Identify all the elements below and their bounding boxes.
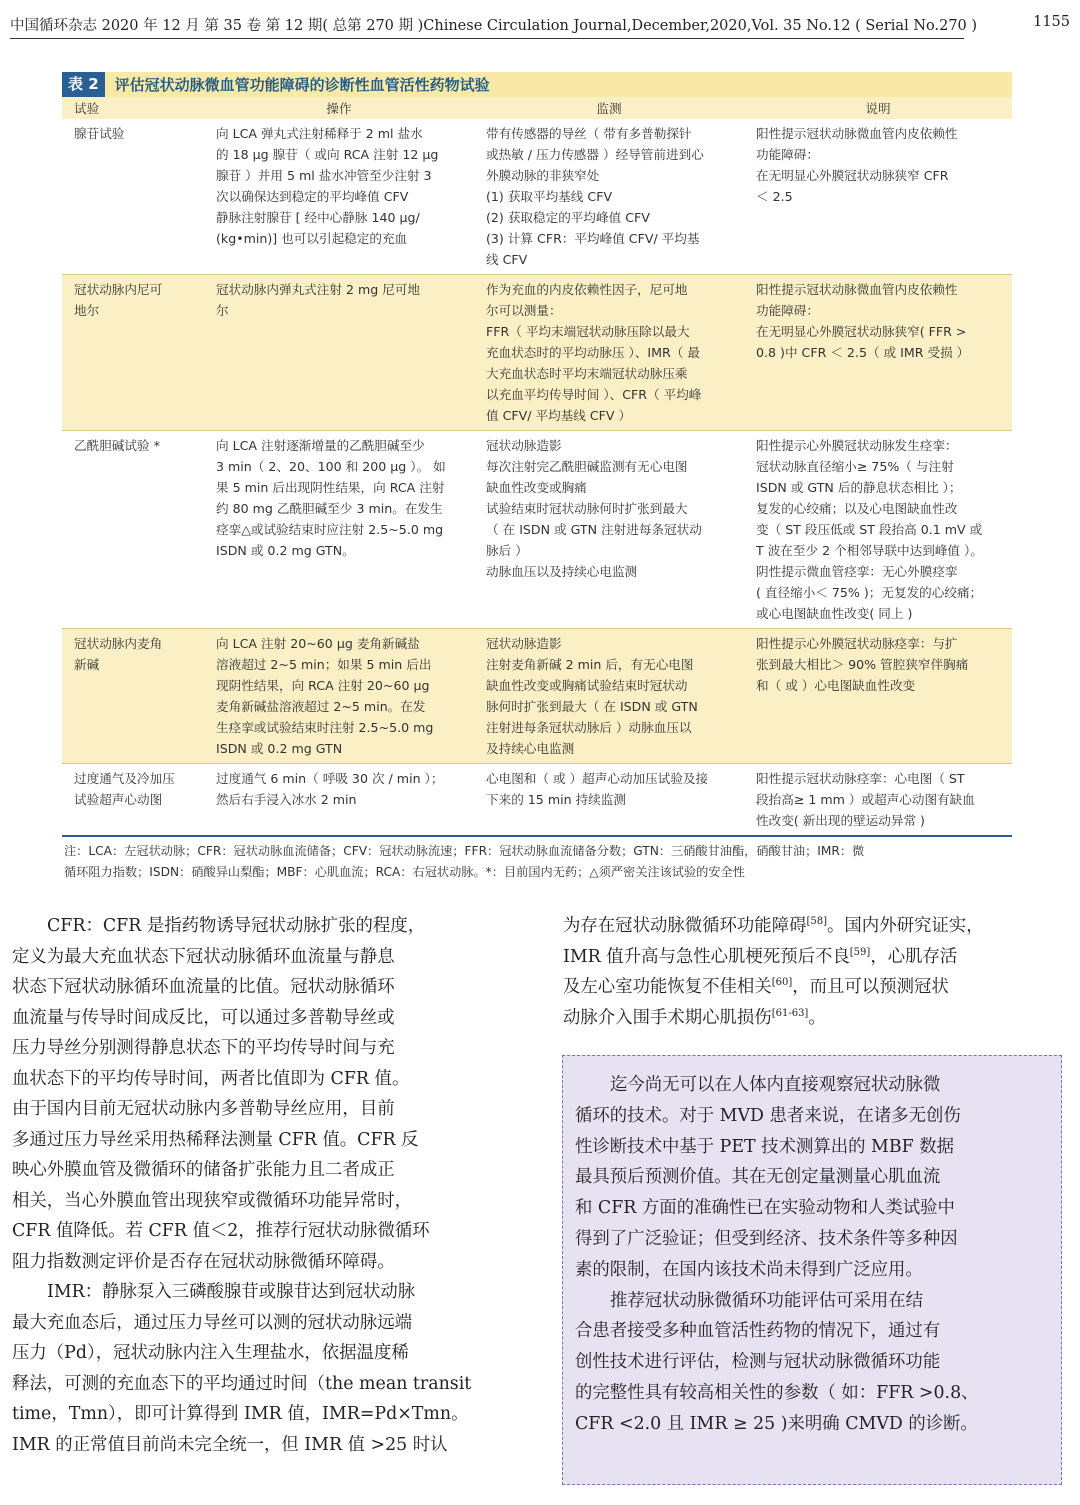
- cell-text-line: 变（ ST 段压低或 ST 段抬高 0.1 mV 或: [756, 522, 983, 537]
- body-text: 动脉介入围手术期心肌损伤: [563, 1007, 772, 1028]
- cell-text-line: 过度通气及冷加压: [74, 771, 175, 786]
- paragraph-cfr: [12, 911, 515, 1277]
- table-row: [62, 119, 1012, 275]
- cell-text-line: 腺苷试验: [74, 126, 125, 141]
- cell-text-line: 阳性提示冠状动脉微血管内皮依赖性: [756, 282, 958, 297]
- cell-text-line: 次以确保达到稳定的平均峰值 CFV: [216, 189, 409, 204]
- table-cell-operation: [204, 629, 474, 764]
- cell-text-line: 脉何时扩张到最大（ 在 ISDN 或 GTN: [486, 699, 698, 714]
- cell-text-line: 每次注射完乙酰胆碱监测有无心电图: [486, 459, 688, 474]
- cell-text-line: 及持续心电监测: [486, 741, 575, 756]
- box-line: 循环的技术。对于 MVD 患者来说，在诸多无创伤: [575, 1105, 961, 1126]
- cell-text-line: 或热敏 / 压力传感器 ）经导管前进到心: [486, 147, 704, 162]
- body-line: 压力导丝分别测得静息状态下的平均传导时间与充: [12, 1038, 395, 1058]
- body-line: time，Tmn），即可计算得到 IMR 值，IMR=Pd×Tmn。: [12, 1404, 469, 1424]
- cell-text-line: (2) 获取稳定的平均峰值 CFV: [486, 210, 650, 225]
- cell-text-line: 静脉注射腺苷 [ 经中心静脉 140 μg/: [216, 210, 420, 225]
- table-cell-monitoring: [474, 119, 744, 275]
- summary-box: [562, 1055, 1062, 1485]
- cell-text-line: ( 直径缩小＜ 75% )；无复发的心绞痛；: [756, 585, 983, 600]
- table-row: [62, 275, 1012, 431]
- body-text-right-column: [563, 911, 1068, 1033]
- cell-text-line: 向 LCA 注射逐渐增量的乙酰胆碱至少: [216, 438, 425, 453]
- cell-text-line: 段抬高≥ 1 mm ）或超声心动图有缺血: [756, 792, 975, 807]
- citation-ref: [59]: [849, 946, 871, 958]
- cell-text-line: 的 18 μg 腺苷（ 或向 RCA 注射 12 μg: [216, 147, 439, 162]
- body-text: ，心肌存活: [870, 946, 958, 967]
- body-line: [563, 972, 1068, 1003]
- table-cell-monitoring: [474, 431, 744, 629]
- box-line: 得到了广泛验证；但受到经济、技术条件等多种因: [575, 1228, 958, 1249]
- paragraph-imr: [12, 1277, 515, 1460]
- body-line: 血流量与传导时间成反比，可以通过多普勒导丝或: [12, 1007, 395, 1028]
- cell-text-line: 功能障碍：: [756, 303, 819, 318]
- cell-text-line: 带有传感器的导丝（ 带有多普勒探针: [486, 126, 692, 141]
- body-line: 映心外膜血管及微循环的储备扩张能力且二者成正: [12, 1160, 395, 1180]
- table-cell-monitoring: [474, 764, 744, 837]
- cell-text-line: 冠状动脉内尼可: [74, 282, 163, 297]
- cell-text-line: 冠状动脉造影: [486, 438, 562, 453]
- table-cell-monitoring: [474, 629, 744, 764]
- table-cell-test: [62, 764, 204, 837]
- table-header-row: [62, 97, 1012, 119]
- table-cell-description: [744, 629, 1012, 764]
- cell-text-line: 下来的 15 min 持续监测: [486, 792, 626, 807]
- table-cell-operation: [204, 119, 474, 275]
- cell-text-line: （ 在 ISDN 或 GTN 注射进每条冠状动: [486, 522, 702, 537]
- body-line: 相关，当心外膜血管出现狭窄或微循环功能异常时，: [12, 1190, 412, 1211]
- body-line: [563, 911, 1068, 942]
- cell-text-line: 新碱: [74, 657, 100, 672]
- cell-text-line: 3 min（ 2、20、100 和 200 μg ）。 如: [216, 459, 446, 474]
- body-line: 压力（Pd），冠状动脉内注入生理盐水，依据温度稀: [12, 1343, 409, 1363]
- cell-text-line: 冠状动脉造影: [486, 636, 562, 651]
- cell-text-line: 阳性提示心外膜冠状动脉痉挛：与扩: [756, 636, 958, 651]
- table-cell-description: [744, 764, 1012, 837]
- cell-text-line: 功能障碍：: [756, 147, 819, 162]
- box-line: 创性技术进行评估，检测与冠状动脉微循环功能: [575, 1352, 941, 1373]
- cell-text-line: 溶液超过 2~5 min；如果 5 min 后出: [216, 657, 432, 672]
- table-cell-operation: [204, 431, 474, 629]
- recommendation-paragraph: [575, 1286, 1051, 1440]
- cell-text-line: 张到最大相比＞ 90% 管腔狭窄伴胸痛: [756, 657, 969, 672]
- table-cell-test: [62, 629, 204, 764]
- cell-text-line: 冠状动脉内麦角: [74, 636, 163, 651]
- body-line: 多通过压力导丝采用热稀释法测量 CFR 值。CFR 反: [12, 1129, 419, 1150]
- cell-text-line: 尔: [216, 303, 229, 318]
- table-row: [62, 431, 1012, 629]
- box-line: CFR <2.0 且 IMR ≥ 25 )来明确 CMVD 的诊断。: [575, 1413, 978, 1434]
- table-cell-description: [744, 275, 1012, 431]
- cell-text-line: ISDN 或 GTN 后的静息状态相比 ）；: [756, 480, 962, 495]
- cell-text-line: 腺苷 ）并用 5 ml 盐水冲管至少注射 3: [216, 168, 432, 183]
- citation-ref: [60]: [771, 977, 793, 988]
- cell-text-line: 性改变( 新出现的壁运动异常 ): [756, 813, 925, 828]
- cell-text-line: 0.8 )中 CFR ＜ 2.5（ 或 IMR 受损 ）: [756, 345, 970, 360]
- table-title-band: [62, 72, 1012, 97]
- cell-text-line: 在无明显心外膜冠状动脉狭窄( FFR >: [756, 324, 967, 339]
- page-number: 1155: [1033, 14, 1070, 30]
- table-row: [62, 764, 1012, 837]
- body-line: IMR 的正常值目前尚未完全统一，但 IMR 值 >25 时认: [12, 1434, 448, 1455]
- cell-text-line: 然后右手浸入冰水 2 min: [216, 792, 357, 807]
- cell-text-line: 复发的心绞痛；以及心电图缺血性改: [756, 501, 958, 516]
- cell-text-line: 试验超声心动图: [74, 792, 163, 807]
- cell-text-line: 约 80 mg 乙酰胆碱至少 3 min。在发生: [216, 501, 443, 516]
- body-line: IMR：静脉泵入三磷酸腺苷或腺苷达到冠状动脉: [47, 1282, 416, 1302]
- box-line: 性诊断技术中基于 PET 技术测算出的 MBF 数据: [575, 1136, 955, 1157]
- body-line: 由于国内目前无冠状动脉内多普勒导丝应用，目前: [12, 1099, 395, 1119]
- table-cell-description: [744, 119, 1012, 275]
- cell-text-line: 痉挛△或试验结束时应注射 2.5~5.0 mg: [216, 522, 444, 537]
- footnote-line: 循环阻力指数；ISDN：硝酸异山梨酯；MBF：心肌血流；RCA：右冠状动脉。*：目前国内无药；△须严密关注该试验的安全性: [64, 865, 745, 879]
- table-number-badge: 表 2: [62, 72, 105, 97]
- box-line: 推荐冠状动脉微循环功能评估可采用在结: [610, 1290, 924, 1311]
- cell-text-line: (1) 获取平均基线 CFV: [486, 189, 613, 204]
- box-line: 素的限制，在国内该技术尚未得到广泛应用。: [575, 1259, 923, 1280]
- cell-text-line: ＜ 2.5: [756, 189, 793, 204]
- cell-text-line: 冠状动脉直径缩小≥ 75%（ 与注射: [756, 459, 954, 474]
- cell-text-line: 向 LCA 注射 20~60 μg 麦角新碱盐: [216, 636, 420, 651]
- body-line: 血状态下的平均传导时间，两者比值即为 CFR 值。: [12, 1068, 410, 1089]
- cell-text-line: (kg•min)] 也可以引起稳定的充血: [216, 231, 408, 246]
- cell-text-line: 充血状态时的平均动脉压 ）、IMR（ 最: [486, 345, 700, 360]
- cell-text-line: 现阴性结果，向 RCA 注射 20~60 μg: [216, 678, 430, 693]
- table-cell-test: [62, 275, 204, 431]
- body-text: ，而且可以预测冠状: [792, 977, 949, 997]
- cell-text-line: 果 5 min 后出现阴性结果，向 RCA 注射: [216, 480, 445, 495]
- journal-citation: 中国循环杂志 2020 年 12 月 第 35 卷 第 12 期( 总第 270 期 )Chinese Circulation Journal,December,2020,Vol. 35 No.12 ( Serial No.270 ): [10, 18, 978, 34]
- cell-text-line: 或心电图缺血性改变( 同上 ): [756, 606, 913, 621]
- running-header: [10, 14, 1070, 40]
- cell-text-line: 以充血平均传导时间 ）、CFR（ 平均峰: [486, 387, 702, 402]
- body-text: 及左心室功能恢复不佳相关: [563, 977, 772, 997]
- body-line: 最大充血态后，通过压力导丝可以测的冠状动脉远端: [12, 1312, 412, 1333]
- table-cell-operation: [204, 764, 474, 837]
- cell-text-line: 大充血状态时平均末端冠状动脉压乘: [486, 366, 688, 381]
- table-cell-monitoring: [474, 275, 744, 431]
- cell-text-line: 作为充血的内皮依赖性因子，尼可地: [486, 282, 688, 297]
- cell-text-line: 地尔: [74, 303, 100, 318]
- table-cell-test: [62, 431, 204, 629]
- table-footnote: [62, 841, 1012, 883]
- table-cell-description: [744, 431, 1012, 629]
- table-2: [62, 72, 1012, 883]
- column-header: 说明: [744, 97, 1012, 119]
- box-line: 迄今尚无可以在人体内直接观察冠状动脉微: [610, 1075, 941, 1095]
- column-header: 监测: [474, 97, 744, 119]
- box-line: 和 CFR 方面的准确性已在实验动物和人类试验中: [575, 1198, 955, 1219]
- body-line: 定义为最大充血状态下冠状动脉循环血流量与静息: [12, 946, 395, 967]
- body-line: 阻力指数测定评价是否存在冠状动脉微循环障碍。: [12, 1251, 395, 1272]
- table-title: 评估冠状动脉微血管功能障碍的诊断性血管活性药物试验: [114, 76, 490, 94]
- body-text: 为存在冠状动脉微循环功能障碍: [563, 916, 807, 936]
- table-cell-operation: [204, 275, 474, 431]
- body-line: 状态下冠状动脉循环血流量的比值。冠状动脉循环: [12, 977, 395, 997]
- cell-text-line: 向 LCA 弹丸式注射稀释于 2 ml 盐水: [216, 126, 423, 141]
- header-rule: [10, 38, 964, 39]
- cell-text-line: 心电图和（ 或 ）超声心动加压试验及接: [486, 771, 709, 786]
- cell-text-line: 线 CFV: [486, 252, 528, 267]
- footnote-line: 注：LCA：左冠状动脉；CFR：冠状动脉血流储备；CFV：冠状动脉流速；FFR：冠状动脉血流储备分数；GTN：三硝酸甘油酯，硝酸甘油；IMR：微: [64, 844, 865, 858]
- cell-text-line: ISDN 或 0.2 mg GTN。: [216, 543, 355, 558]
- column-header: 试验: [62, 97, 204, 119]
- table-cell-test: [62, 119, 204, 275]
- summary-paragraph: [575, 1070, 1051, 1286]
- cell-text-line: 乙酰胆碱试验 *: [74, 438, 160, 453]
- cell-text-line: 值 CFV/ 平均基线 CFV ）: [486, 408, 632, 423]
- citation-ref: [61-63]: [771, 1007, 809, 1019]
- cell-text-line: T 波在至少 2 个相邻导联中达到峰值 ）。: [756, 543, 983, 558]
- cell-text-line: 脉后 ）: [486, 543, 528, 558]
- cell-text-line: 过度通气 6 min（ 呼吸 30 次 / min ）；: [216, 771, 444, 786]
- cell-text-line: 阳性提示冠状动脉微血管内皮依赖性: [756, 126, 958, 141]
- cell-text-line: 在无明显心外膜冠状动脉狭窄 CFR: [756, 168, 949, 183]
- body-line: CFR 值降低。若 CFR 值＜2，推荐行冠状动脉微循环: [12, 1221, 430, 1241]
- cell-text-line: ISDN 或 0.2 mg GTN: [216, 741, 343, 756]
- cell-text-line: 阳性提示心外膜冠状动脉发生痉挛：: [756, 438, 958, 453]
- body-line: [563, 942, 1068, 973]
- body-line: CFR：CFR 是指药物诱导冠状动脉扩张的程度，: [47, 916, 426, 936]
- cell-text-line: 和（ 或 ）心电图缺血性改变: [756, 678, 916, 693]
- box-line: 的完整性具有较高相关性的参数（ 如：FFR >0.8、: [575, 1382, 979, 1403]
- box-line: 最具预后预测价值。其在无创定量测量心肌血流: [575, 1167, 941, 1188]
- drug-test-table: [62, 97, 1012, 837]
- body-text: 。国内外研究证实，: [827, 916, 984, 936]
- cell-text-line: 冠状动脉内弹丸式注射 2 mg 尼可地: [216, 282, 421, 297]
- cell-text-line: 动脉血压以及持续心电监测: [486, 564, 638, 579]
- cell-text-line: (3) 计算 CFR：平均峰值 CFV/ 平均基: [486, 231, 700, 246]
- citation-ref: [58]: [806, 916, 828, 927]
- cell-text-line: 外膜动脉的非狭窄处: [486, 168, 600, 183]
- cell-text-line: 缺血性改变或胸痛: [486, 480, 587, 495]
- cell-text-line: 注射进每条冠状动脉后 ）动脉血压以: [486, 720, 692, 735]
- box-line: 合患者接受多种血管活性药物的情况下，通过有: [575, 1321, 941, 1342]
- cell-text-line: 试验结束时冠状动脉何时扩张到最大: [486, 501, 688, 516]
- cell-text-line: 尔可以测量：: [486, 303, 562, 318]
- body-line: 释法，可测的充血态下的平均通过时间（the mean transit: [12, 1373, 472, 1394]
- body-line: [563, 1003, 1068, 1034]
- body-text: IMR 值升高与急性心肌梗死预后不良: [563, 946, 850, 967]
- cell-text-line: 生痉挛或试验结束时注射 2.5~5.0 mg: [216, 720, 434, 735]
- cell-text-line: 麦角新碱盐溶液超过 2~5 min。在发: [216, 699, 426, 714]
- body-text-left-column: [12, 911, 515, 1460]
- body-text: 。: [808, 1007, 826, 1028]
- cell-text-line: 注射麦角新碱 2 min 后，有无心电图: [486, 657, 694, 672]
- column-header: 操作: [204, 97, 474, 119]
- table-body: [62, 119, 1012, 836]
- cell-text-line: FFR（ 平均末端冠状动脉压除以最大: [486, 324, 690, 339]
- table-row: [62, 629, 1012, 764]
- cell-text-line: 缺血性改变或胸痛试验结束时冠状动: [486, 678, 688, 693]
- cell-text-line: 阴性提示微血管痉挛：无心外膜痉挛: [756, 564, 958, 579]
- cell-text-line: 阳性提示冠状动脉痉挛：心电图（ ST: [756, 771, 965, 786]
